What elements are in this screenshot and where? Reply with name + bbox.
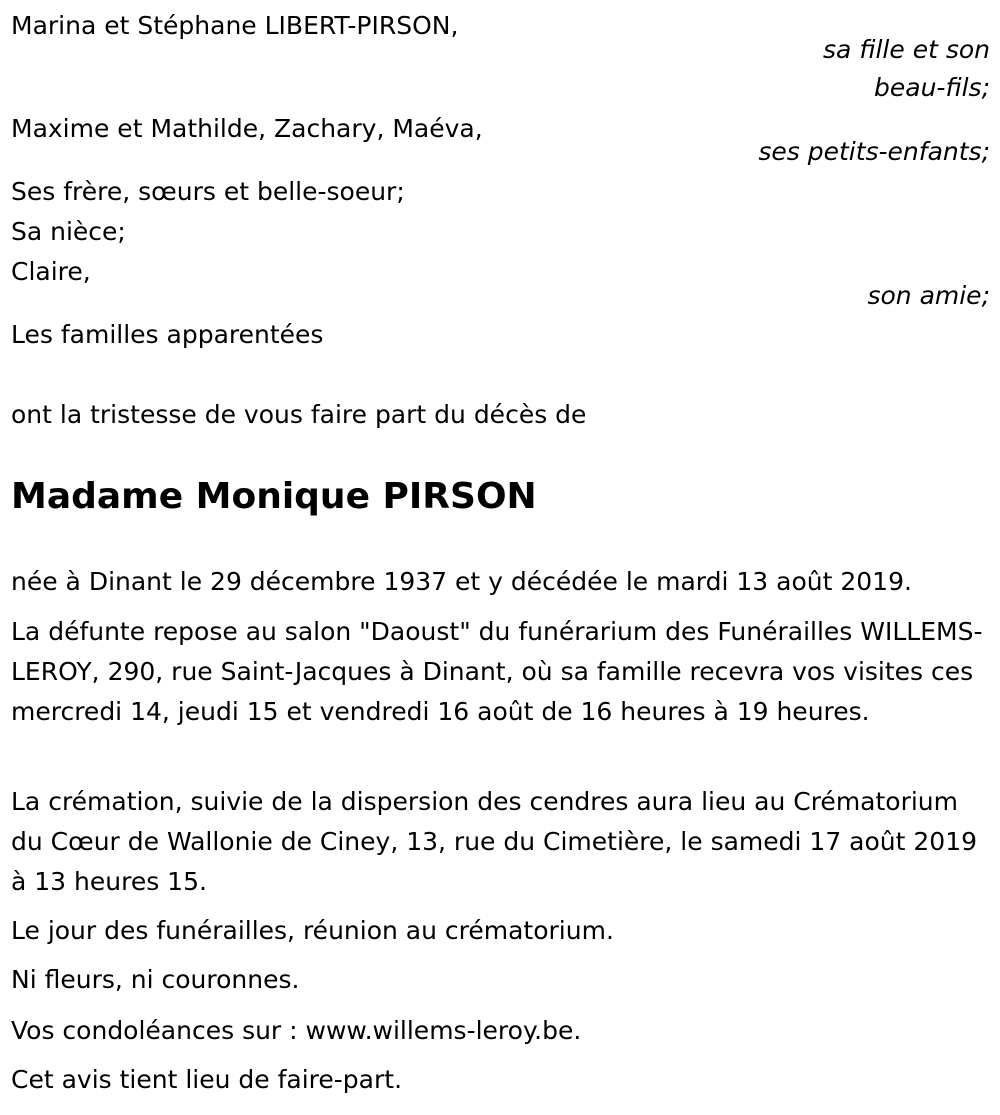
birth-death-text: née à Dinant le 29 décembre 1937 et y décédée le mardi 13 août 2019.: [11, 567, 912, 596]
family-related: Les familles apparentées: [11, 320, 324, 349]
cremation-text: La crémation, suivie de la dispersion des cendres aura lieu au Crématorium du Cœur de Wallonie de Ciney, 13, rue du Cimetière, le samedi 17 août 2019 à 13 heures 15.: [11, 787, 978, 896]
relation-daughter-2: beau-fils;: [874, 73, 990, 102]
flowers-text: Ni fleurs, ni couronnes.: [11, 965, 300, 994]
family-daughter: Marina et Stéphane LIBERT-PIRSON,: [11, 11, 459, 40]
deceased-name: Madame Monique PIRSON: [11, 476, 537, 517]
relation-friend: son amie;: [867, 281, 990, 310]
notice-text: Cet avis tient lieu de faire-part.: [11, 1065, 403, 1094]
relation-grandchildren: ses petits-enfants;: [758, 137, 990, 166]
family-niece: Sa nièce;: [11, 217, 126, 246]
family-grandchildren: Maxime et Mathilde, Zachary, Maéva,: [11, 114, 483, 143]
condolences-text: Vos condoléances sur : www.willems-leroy.be.: [11, 1016, 582, 1045]
relation-daughter-1: sa fille et son: [823, 35, 990, 64]
family-siblings: Ses frère, sœurs et belle-soeur;: [11, 177, 405, 206]
visitation-text: La défunte repose au salon "Daoust" du funérarium des Funérailles WILLEMS-LEROY, 290, rue Saint-Jacques à Dinant, où sa famille recevra vos visites ces mercredi 14, jeudi 15 et vendredi 16 août de 16 heures à 19 heures.: [11, 617, 983, 726]
intro-text: ont la tristesse de vous faire part du décès de: [11, 400, 587, 429]
meeting-text: Le jour des funérailles, réunion au crématorium.: [11, 916, 614, 945]
family-friend: Claire,: [11, 257, 91, 286]
